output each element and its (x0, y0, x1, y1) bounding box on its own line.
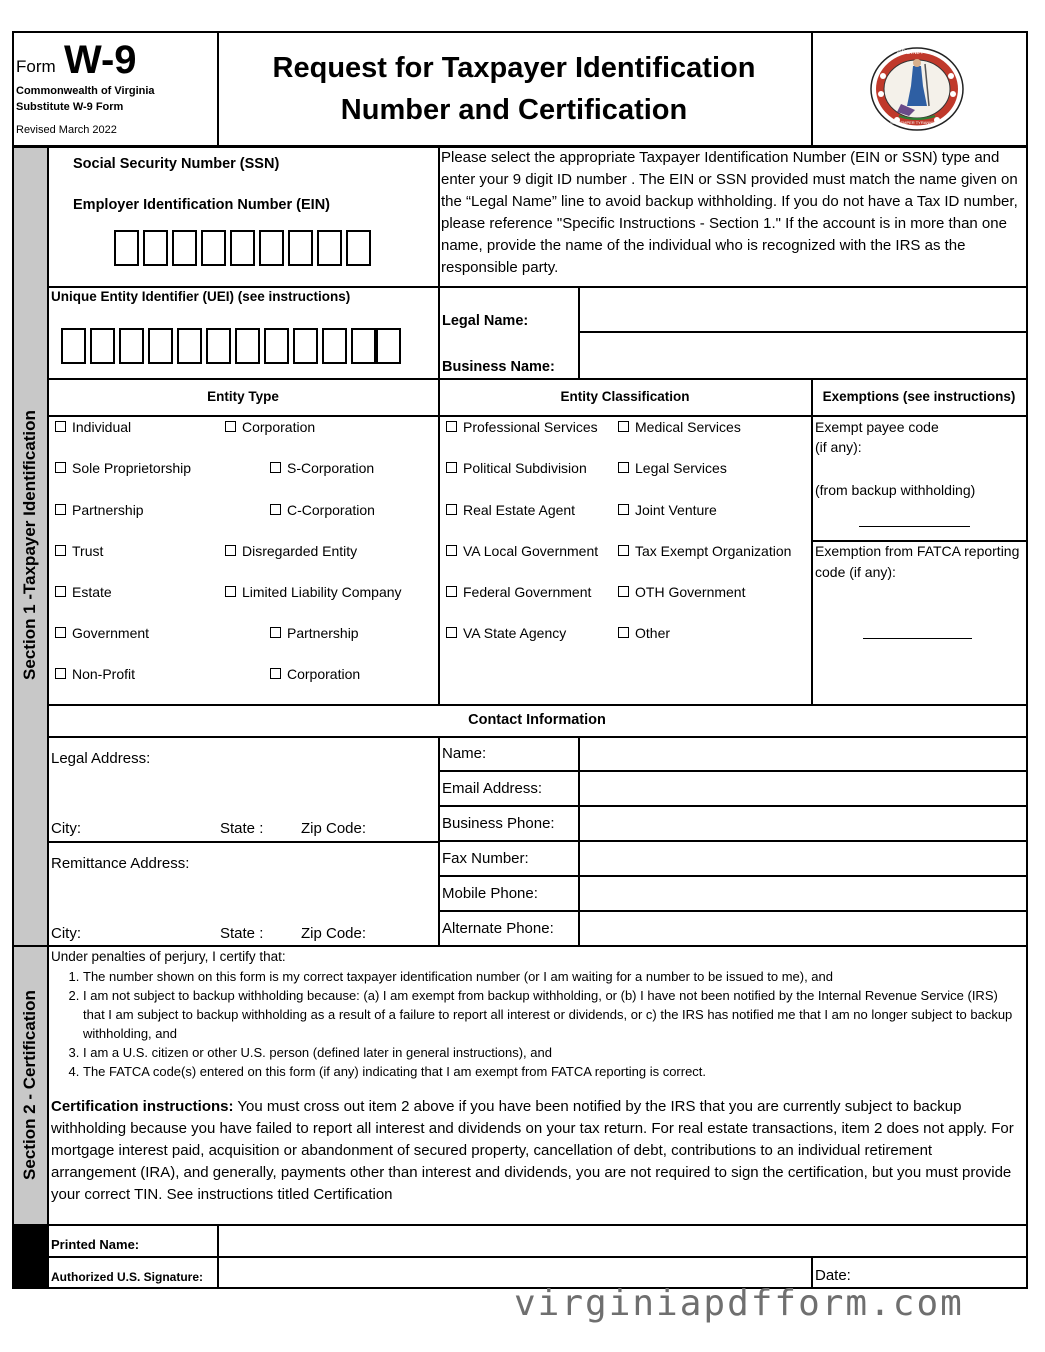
printed-name-label: Printed Name: (51, 1237, 140, 1252)
tin-digit-box[interactable] (143, 230, 168, 266)
title-line2: Number and Certification (340, 94, 688, 126)
entity-type-llc[interactable]: Limited Liability Company (225, 583, 402, 601)
title-line1: Request for Taxpayer Identification (272, 52, 756, 84)
certify-intro: Under penalties of perjury, I certify that: (51, 949, 286, 964)
uei-digit-box[interactable] (293, 328, 318, 364)
signature-label: Authorized U.S. Signature: (51, 1270, 204, 1284)
date-label: Date: (815, 1267, 851, 1284)
contact-alternate-phone-field[interactable] (580, 912, 1025, 944)
seal-top-text: VIRGINIA (896, 50, 923, 56)
contact-fax-label: Fax Number: (442, 850, 529, 867)
entity-type-partnership[interactable]: Partnership (55, 501, 144, 519)
uei-digit-box[interactable] (376, 328, 401, 364)
legal-city-label: City: (51, 820, 81, 837)
entity-type-trust[interactable]: Trust (55, 542, 103, 560)
uei-digit-box[interactable] (61, 328, 86, 364)
remit-zip-label: Zip Code: (301, 925, 367, 942)
entity-type-s-corporation[interactable]: S-Corporation (270, 459, 374, 477)
legal-address-label: Legal Address: (51, 750, 151, 767)
class-medical-services[interactable]: Medical Services (618, 418, 741, 436)
exempt-payee-line1: Exempt payee code (815, 419, 939, 435)
contact-business-phone-field[interactable] (580, 807, 1025, 839)
remittance-address-label: Remittance Address: (51, 855, 190, 872)
certify-items (51, 967, 1021, 1081)
tin-digit-box[interactable] (259, 230, 284, 266)
section1-label: Section 1 -Taxpayer Identification (20, 410, 39, 680)
entity-type-c-corporation[interactable]: C-Corporation (270, 501, 375, 519)
certify-item: 3. I am a U.S. citizen or other U.S. person (defined later in general instructions), and (83, 1043, 1021, 1062)
entity-type-sole-proprietorship[interactable]: Sole Proprietorship (55, 459, 191, 477)
class-va-state-agency[interactable]: VA State Agency (446, 624, 566, 642)
entity-type-llc-corporation[interactable]: Corporation (270, 665, 360, 683)
tin-digit-box[interactable] (288, 230, 313, 266)
tin-digit-box[interactable] (172, 230, 197, 266)
remit-state-label: State : (220, 925, 264, 942)
contact-header: Contact Information (468, 712, 606, 728)
class-real-estate-agent[interactable]: Real Estate Agent (446, 501, 575, 519)
business-name-field[interactable] (580, 333, 1025, 377)
remit-city-label: City: (51, 925, 81, 942)
uei-digit-box[interactable] (177, 328, 202, 364)
tin-digit-box[interactable] (201, 230, 226, 266)
class-other[interactable]: Other (618, 624, 670, 642)
class-va-local-government[interactable]: VA Local Government (446, 542, 598, 560)
contact-email-field[interactable] (580, 772, 1025, 804)
uei-digit-box[interactable] (322, 328, 347, 364)
entity-type-non-profit[interactable]: Non-Profit (55, 665, 135, 683)
entity-type-corporation[interactable]: Corporation (225, 418, 315, 436)
tin-digit-box[interactable] (230, 230, 255, 266)
contact-mobile-field[interactable] (580, 877, 1025, 909)
class-joint-venture[interactable]: Joint Venture (618, 501, 717, 519)
entity-type-llc-partnership[interactable]: Partnership (270, 624, 359, 642)
org-line2: Substitute W-9 Form (16, 101, 124, 113)
form-word: Form (16, 57, 56, 76)
entity-type-individual[interactable]: Individual (55, 418, 131, 436)
class-political-subdivision[interactable]: Political Subdivision (446, 459, 587, 477)
uei-digit-box[interactable] (206, 328, 231, 364)
contact-business-phone-label: Business Phone: (442, 815, 555, 832)
fatca-line1: Exemption from FATCA reporting (815, 543, 1020, 559)
entity-type-disregarded-entity[interactable]: Disregarded Entity (225, 542, 357, 560)
uei-digit-box[interactable] (90, 328, 115, 364)
class-professional-services[interactable]: Professional Services (446, 418, 598, 436)
ssn-label: Social Security Number (SSN) (73, 156, 280, 172)
form-number: W-9 (64, 38, 137, 82)
tin-digit-box[interactable] (114, 230, 139, 266)
uei-digit-box[interactable] (119, 328, 144, 364)
certify-item: 2. I am not subject to backup withholding because: (a) I am exempt from backup withholding, or (b) I have not been notified by the Internal Revenue Service (IRS) that I am subject to backup withholding as a result of a failure to report all interest or dividends, or c) the IRS has notified me that I am no longer subject to backup withholding, and (83, 986, 1021, 1043)
entity-type-header: Entity Type (207, 389, 279, 404)
uei-digit-box[interactable] (148, 328, 173, 364)
uei-label: Unique Entity Identifier (UEI) (see instructions) (51, 289, 351, 304)
contact-name-field[interactable] (580, 738, 1025, 769)
entity-type-estate[interactable]: Estate (55, 583, 112, 601)
class-legal-services[interactable]: Legal Services (618, 459, 727, 477)
entity-type-government[interactable]: Government (55, 624, 149, 642)
tin-digit-box[interactable] (317, 230, 342, 266)
legal-state-label: State : (220, 820, 264, 837)
entity-class-header: Entity Classification (560, 389, 690, 404)
exemptions-header: Exemptions (see instructions) (822, 389, 1016, 404)
contact-fax-field[interactable] (580, 842, 1025, 874)
watermark: virginiapdfform.com (514, 1283, 964, 1324)
org-line1: Commonwealth of Virginia (16, 85, 155, 97)
tin-digit-box[interactable] (346, 230, 371, 266)
contact-mobile-label: Mobile Phone: (442, 885, 538, 902)
contact-name-label: Name: (442, 745, 487, 762)
contact-email-label: Email Address: (442, 780, 543, 797)
legal-zip-label: Zip Code: (301, 820, 367, 837)
ein-label: Employer Identification Number (EIN) (73, 197, 330, 213)
contact-alternate-phone-label: Alternate Phone: (442, 920, 554, 937)
section2-label: Section 2 - Certification (20, 990, 39, 1180)
uei-digit-box[interactable] (264, 328, 289, 364)
id-instructions: Please select the appropriate Taxpayer Identification Number (EIN or SSN) type and enter your 9 digit ID number . The EIN or SSN provided must match the name given on the “Legal Name” line to avoid backup withholding. If you do not have a Tax ID number, please reference "Specific Instructions - Section 1." If the account is in more than one name, provide the name of the individual who is recognized with the IRS as the responsible party. (441, 149, 1018, 276)
certification-instructions: Certification instructions: You must cross out item 2 above if you have been notified by the IRS that you are currently subject to backup withholding because you have failed to report all interest and dividends on your tax return. For real estate transactions, item 2 does not apply. For mortgage interest paid, acquisition or abandonment of secured property, cancellation of debt, contributions to an individual retirement arrangement (IRA), and generally, payments other than interest and dividends, you are not required to sign the certification, but you must provide your correct TIN. See instructions titled Certification (51, 1098, 1014, 1203)
class-tax-exempt-organization[interactable]: Tax Exempt Organization (618, 542, 791, 560)
class-oth-government[interactable]: OTH Government (618, 583, 745, 601)
signature-sidebar (12, 1224, 47, 1288)
seal-bottom-text: SIC SEMPER TYRANNIS (890, 120, 936, 125)
uei-digit-box[interactable] (351, 328, 376, 364)
revised-date: Revised March 2022 (16, 124, 117, 136)
exempt-payee-field[interactable] (859, 526, 970, 527)
uei-digit-box[interactable] (235, 328, 260, 364)
legal-name-label: Legal Name: (442, 313, 529, 329)
class-federal-government[interactable]: Federal Government (446, 583, 591, 601)
business-name-label: Business Name: (442, 359, 555, 375)
exempt-payee-line2: (if any): (815, 439, 862, 455)
exempt-payee-line3: (from backup withholding) (815, 482, 976, 498)
fatca-code-field[interactable] (863, 638, 972, 639)
legal-name-field[interactable] (580, 288, 1025, 330)
printed-name-field[interactable] (219, 1226, 1025, 1255)
fatca-line2: code (if any): (815, 564, 896, 580)
certify-item: 4. The FATCA code(s) entered on this form (if any) indicating that I am exempt from FATCA reporting is correct. (83, 1062, 1021, 1081)
certify-item: 1. The number shown on this form is my correct taxpayer identification number (or I am waiting for a number to be issued to me), and (83, 967, 1021, 986)
